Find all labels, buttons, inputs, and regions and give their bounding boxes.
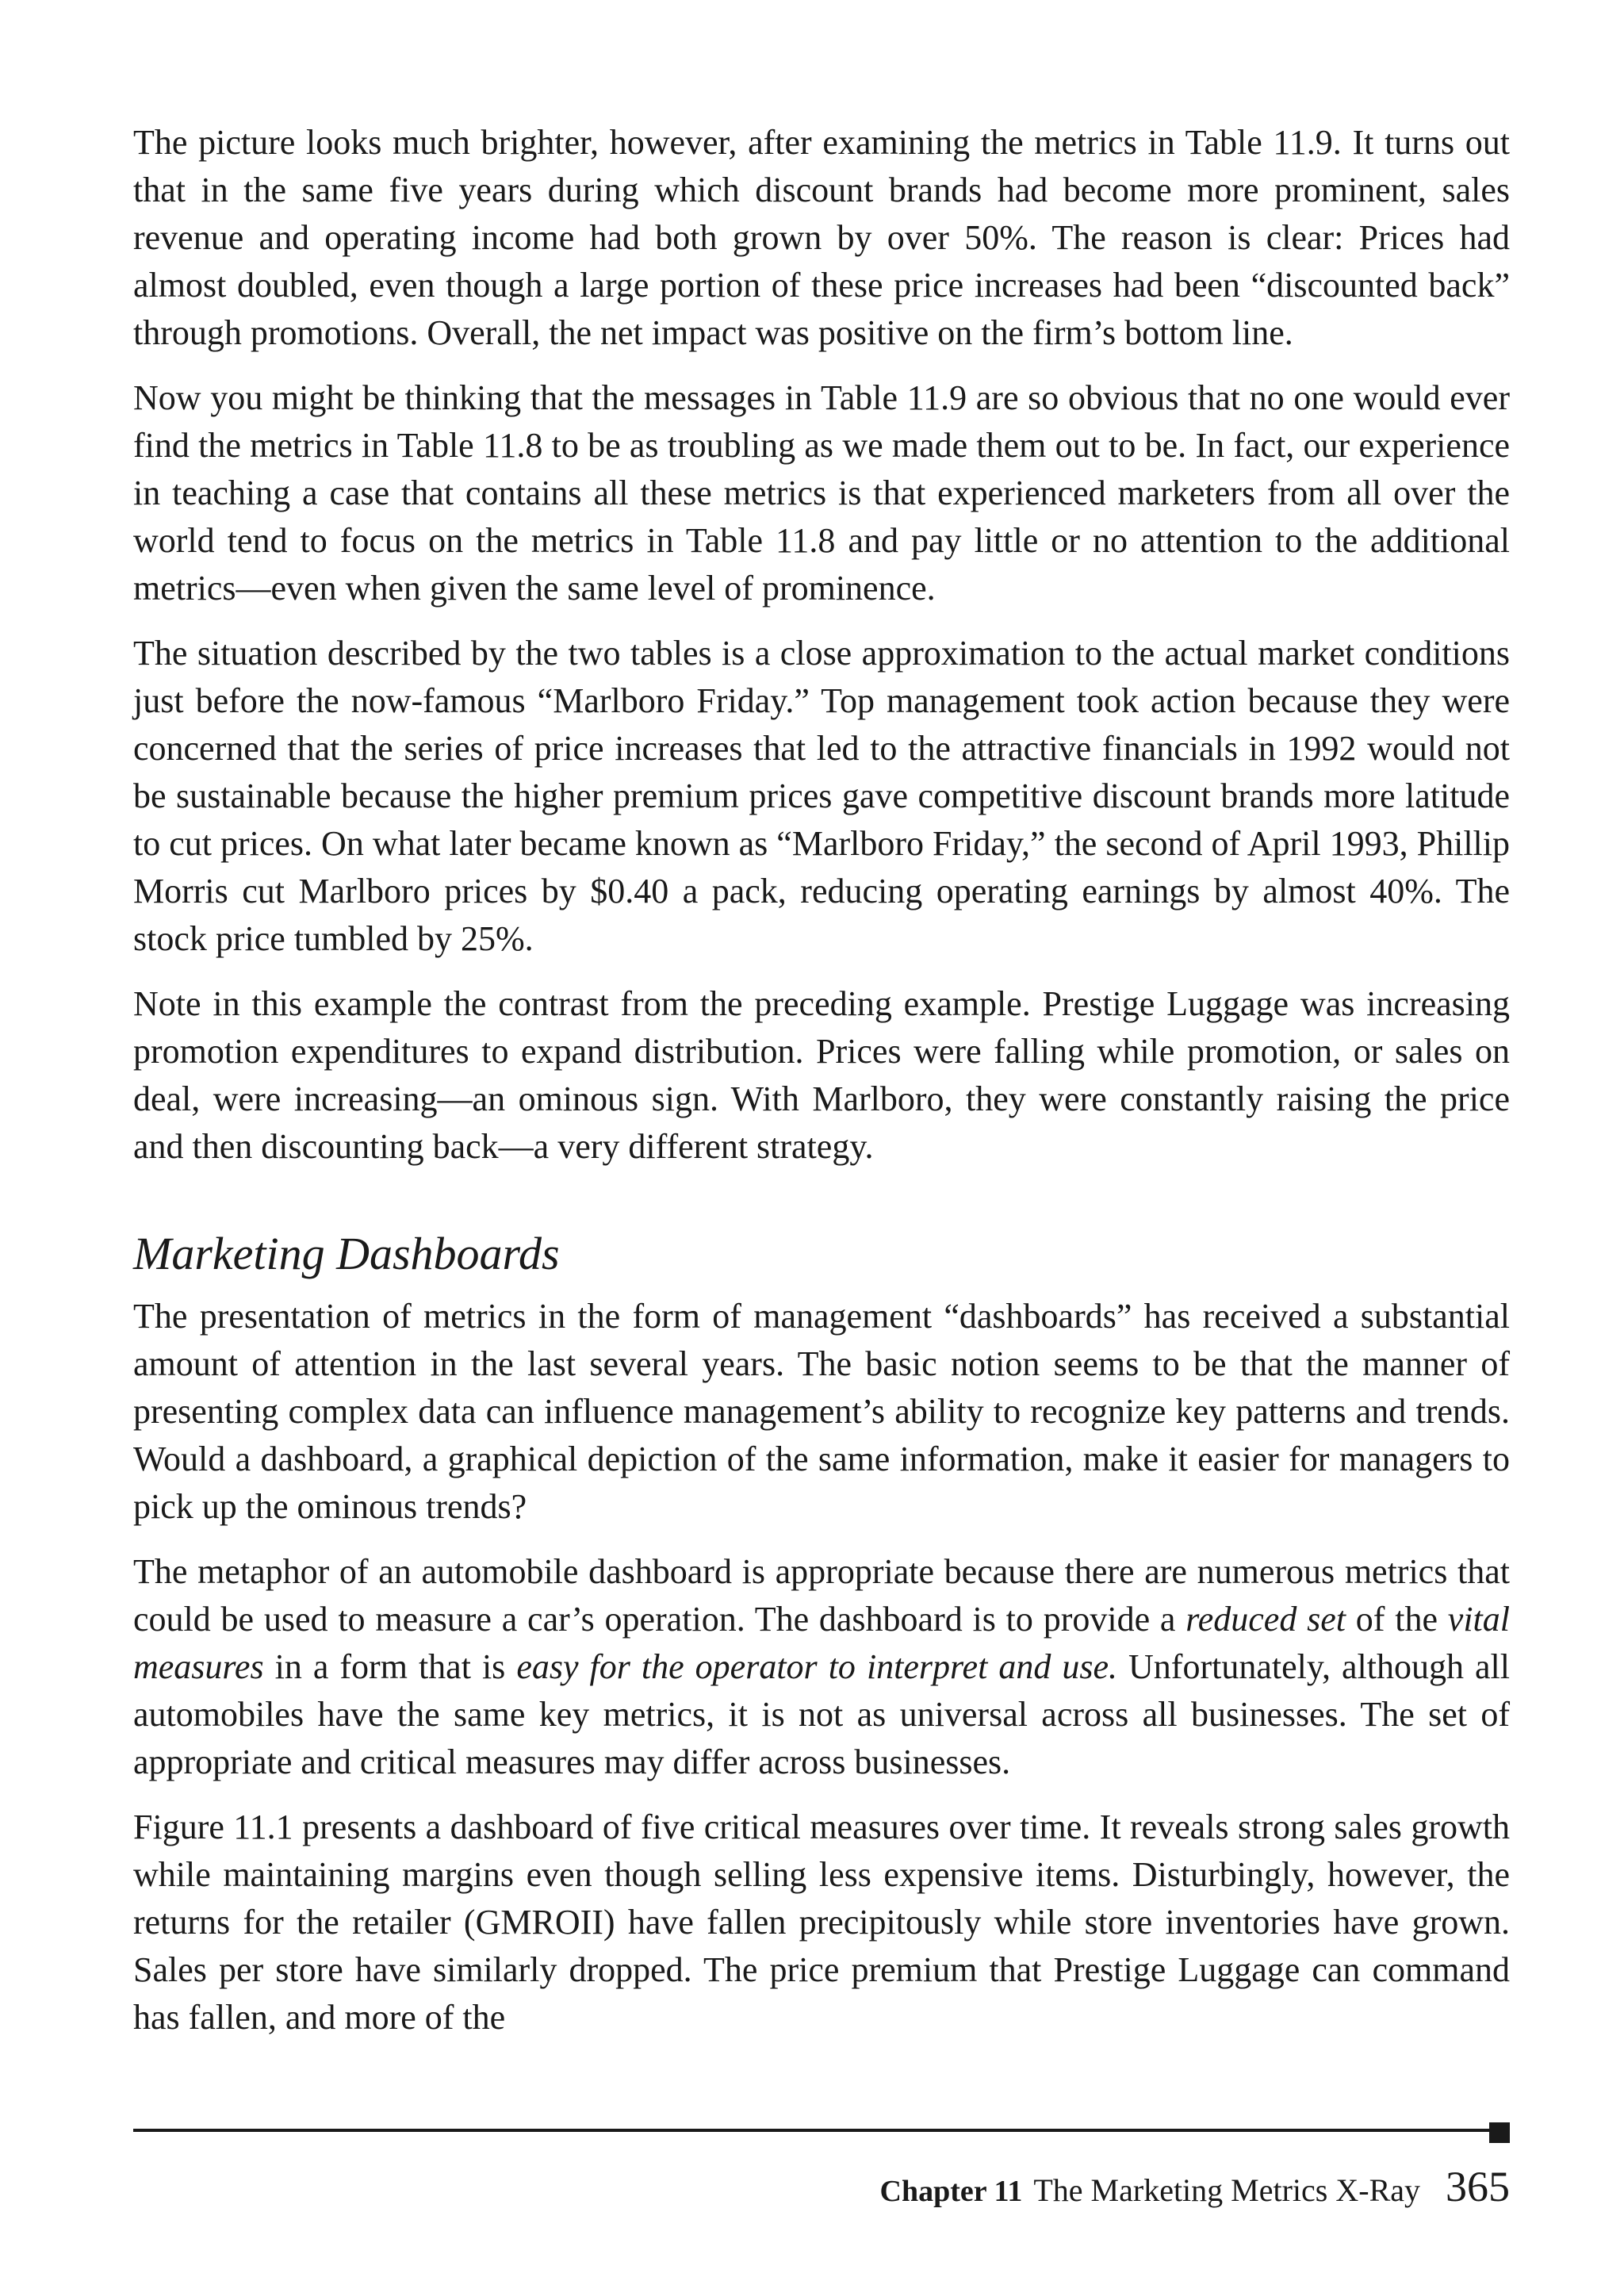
text-run: of the: [1346, 1600, 1448, 1639]
page-number: 365: [1446, 2163, 1510, 2210]
paragraph-table-11-8: Now you might be thinking that the messages in Table 11.9 are so obvious that no one would ever find the metrics in Table 11.8 to be as troubling as we made them out to be. In fact, our experience in teaching a case that contains all these metrics is that experienced marketers from all over the world tend to focus on the metrics in Table 11.8 and pay little or no attention to the additional metrics—even when given the same level of prominence.: [133, 378, 1510, 608]
footer-rule-end-square: [1489, 2122, 1510, 2143]
emphasis-reduced-set: reduced set: [1185, 1600, 1346, 1639]
text-run: in a form that is: [263, 1647, 517, 1686]
footer-rule: [133, 2129, 1500, 2132]
paragraph-marlboro-friday: The situation described by the two tables is a close approximation to the actual market conditions just before the now-famous “Marlboro Friday.” Top management took action because they were concerned that the series of price increases that led to the attractive financials in 1992 would not be sustainable because the higher premium prices gave competitive discount brands more latitude to cut prices. On what later became known as “Marlboro Friday,” the second of April 1993, Phillip Morris cut Marlboro prices by $0.40 a pack, reducing operating earnings by almost 40%. The stock price tumbled by 25%.: [133, 634, 1510, 958]
paragraph-automobile-metaphor: [133, 1548, 1510, 1786]
emphasis-vital-measures: vital measures: [133, 1600, 1510, 1686]
page-body: [133, 119, 1510, 2059]
text-run: The metaphor of an automobile dashboard is appropriate because there are numerous metrics that could be used to measure a car’s operation. The dashboard is to provide a: [133, 1552, 1510, 1639]
footer-chapter-label: Chapter 11: [879, 2175, 1023, 2208]
emphasis-easy-to-use: easy for the operator to interpret and use.: [516, 1647, 1117, 1686]
paragraph-contrast-example: Note in this example the contrast from the preceding example. Prestige Luggage was increasing promotion expenditures to expand distribution. Prices were falling while promotion, or sales on deal, were increasing—an ominous sign. With Marlboro, they were constantly raising the price and then discounting back—a very different strategy.: [133, 984, 1510, 1166]
paragraph-table-11-9: The picture looks much brighter, however, after examining the metrics in Table 11.9. It turns out that in the same five years during which discount brands had become more prominent, sales revenue and operating income had both grown by over 50%. The reason is clear: Prices had almost doubled, even though a large portion of these price increases had been “discounted back” through promotions. Overall, the net impact was positive on the firm’s bottom line.: [133, 123, 1510, 352]
paragraph-figure-11-1: Figure 11.1 presents a dashboard of five critical measures over time. It reveals strong sales growth while maintaining margins even though selling less expensive items. Disturbingly, however, the returns for the retailer (GMROII) have fallen precipitously while store inventories have grown. Sales per store have similarly dropped. The price premium that Prestige Luggage can command has fallen, and more of the: [133, 1808, 1510, 2037]
footer-chapter-title: The Marketing Metrics X-Ray: [1033, 2172, 1420, 2208]
section-heading-marketing-dashboards: Marketing Dashboards: [133, 1228, 560, 1279]
running-footer: [880, 2162, 1510, 2211]
paragraph-dashboards-intro: The presentation of metrics in the form of management “dashboards” has received a substantial amount of attention in the last several years. The basic notion seems to be that the manner of presenting complex data can influence management’s ability to recognize key patterns and trends. Would a dashboard, a graphical depiction of the same information, make it easier for managers to pick up the ominous trends?: [133, 1297, 1510, 1526]
text-run: Unfortunately, although all automobiles have the same key metrics, it is not as universal across all businesses. The set of appropriate and critical measures may differ across businesses.: [133, 1647, 1510, 1781]
